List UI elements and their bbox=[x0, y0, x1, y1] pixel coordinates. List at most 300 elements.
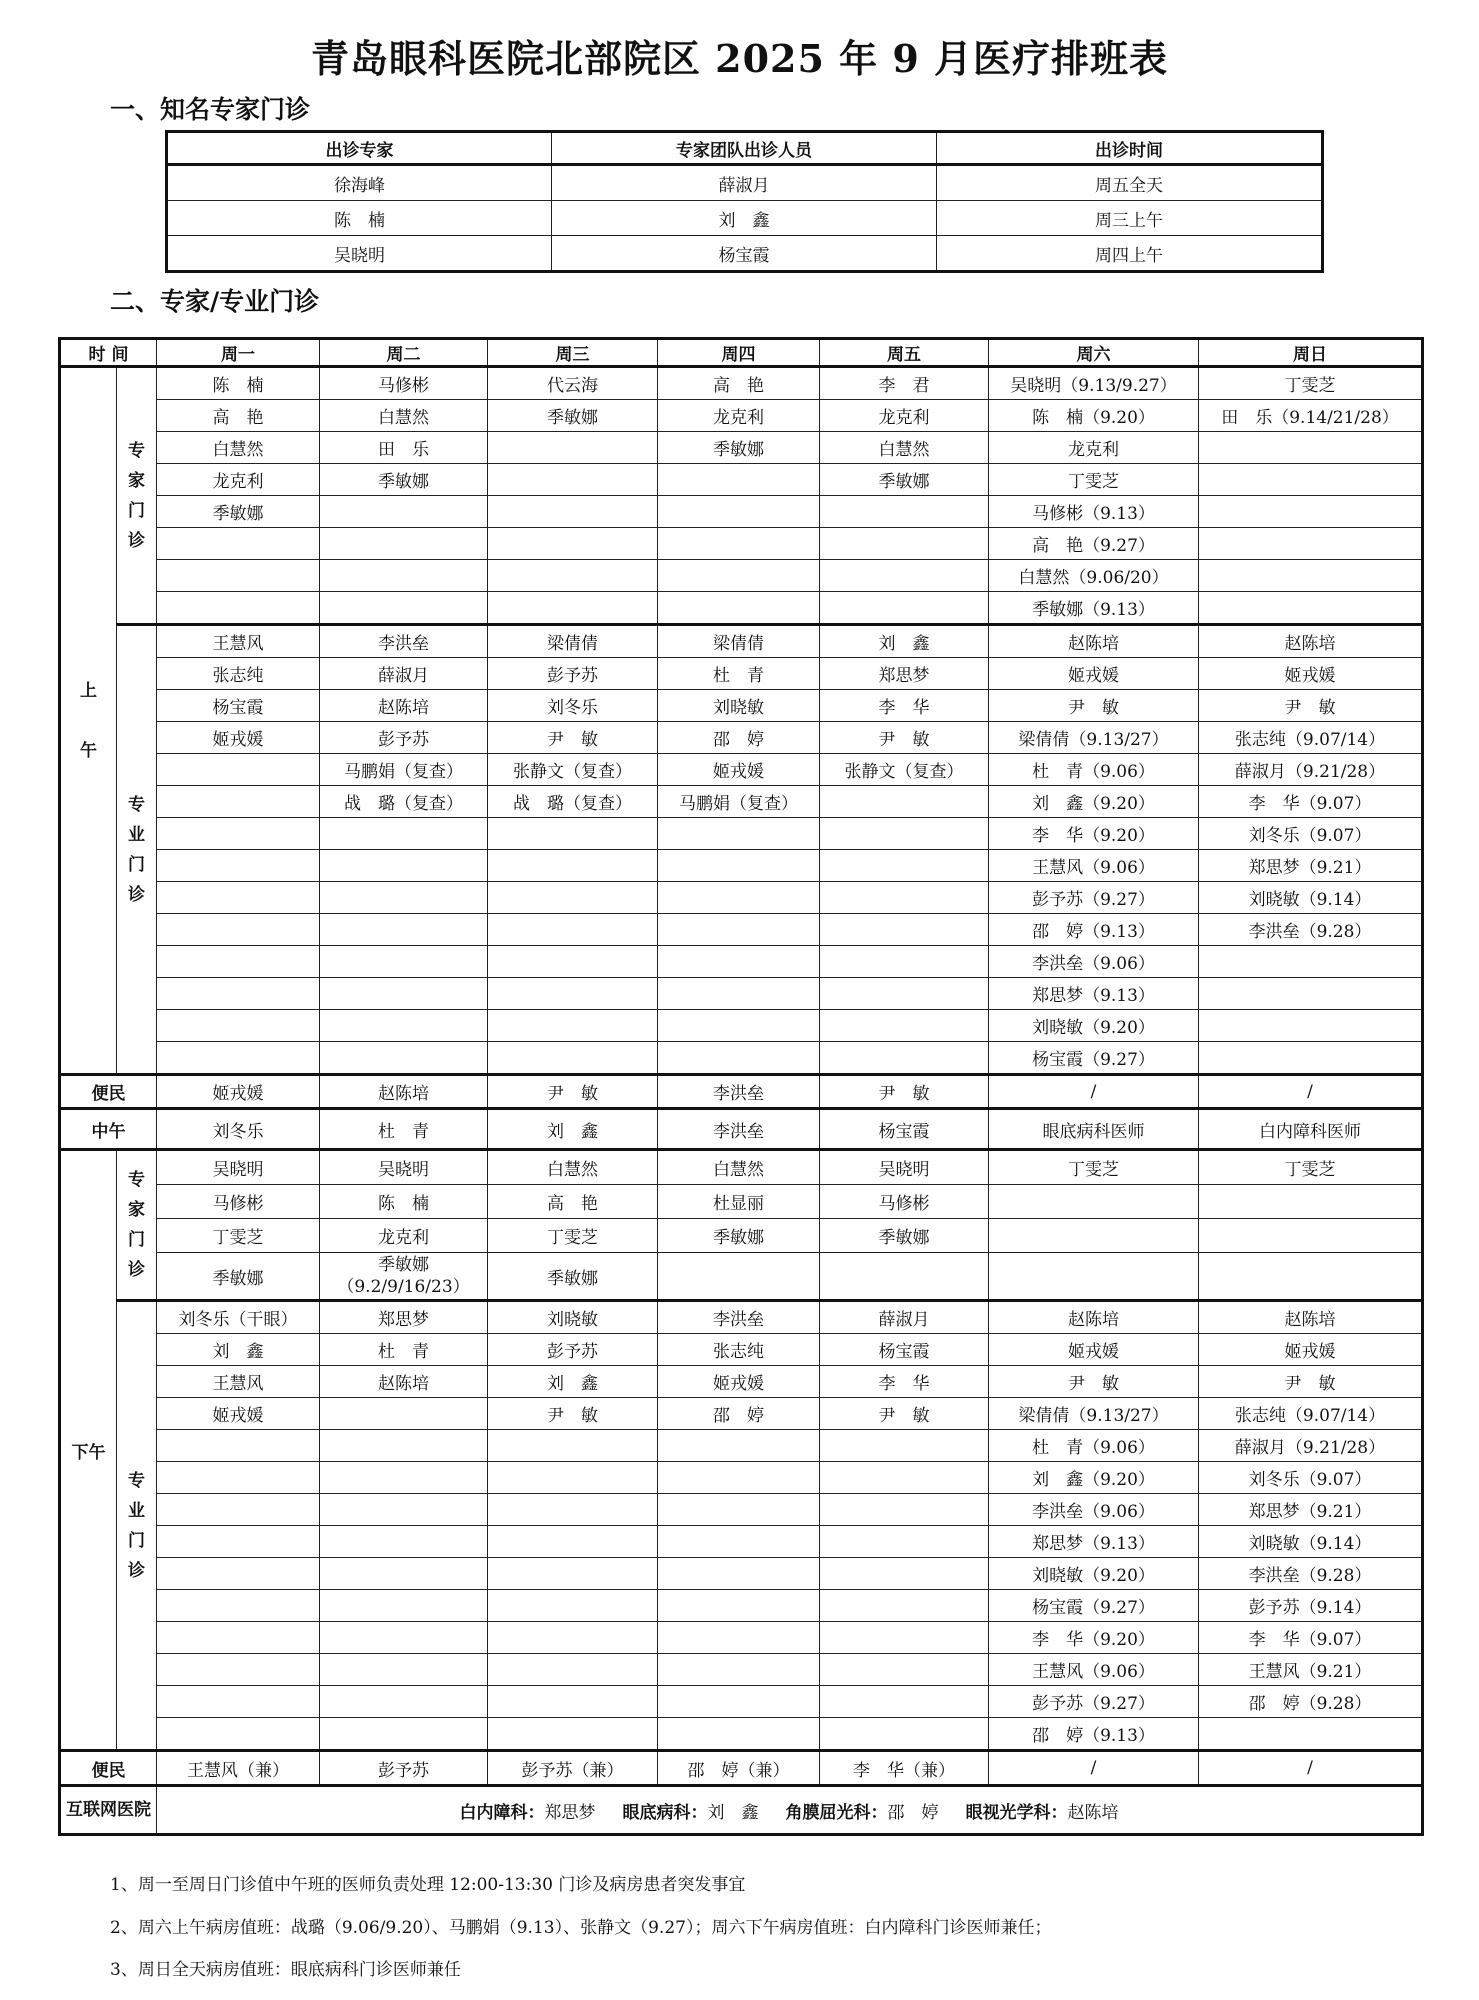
table-row bbox=[60, 1301, 1423, 1334]
schedule-cell bbox=[320, 978, 488, 1010]
schedule-cell bbox=[157, 946, 320, 978]
schedule-cell bbox=[320, 1558, 488, 1590]
schedule-cell bbox=[820, 978, 989, 1010]
schedule-cell: 白慧然 bbox=[658, 1150, 820, 1185]
table-row bbox=[60, 1430, 1423, 1462]
schedule-cell bbox=[488, 1622, 658, 1654]
schedule-cell: 刘晓敏（9.20） bbox=[989, 1010, 1199, 1042]
table-row bbox=[60, 528, 1423, 560]
schedule-cell: 赵陈培 bbox=[989, 625, 1199, 658]
schedule-cell: 姬戎媛 bbox=[157, 1398, 320, 1430]
schedule-cell: 赵陈培 bbox=[989, 1301, 1199, 1334]
schedule-cell bbox=[488, 882, 658, 914]
column-header-day: 周日 bbox=[1199, 339, 1423, 367]
schedule-cell bbox=[488, 1430, 658, 1462]
schedule-cell bbox=[1199, 464, 1423, 496]
schedule-cell bbox=[157, 528, 320, 560]
schedule-cell: 刘晓敏（9.14） bbox=[1199, 1526, 1423, 1558]
table-row bbox=[60, 978, 1423, 1010]
schedule-cell bbox=[1199, 592, 1423, 625]
schedule-cell: 彭予苏（9.27） bbox=[989, 1686, 1199, 1718]
schedule-cell bbox=[488, 1010, 658, 1042]
schedule-cell: 彭予苏 bbox=[488, 658, 658, 690]
schedule-cell: 薛淑月（9.21/28） bbox=[1199, 1430, 1423, 1462]
schedule-cell: 王慧风（兼） bbox=[157, 1751, 320, 1786]
schedule-cell bbox=[320, 914, 488, 946]
schedule-cell: 马鹏娟（复查） bbox=[320, 754, 488, 786]
table-row-bianmin bbox=[60, 1751, 1423, 1786]
period-label-afternoon: 下午 bbox=[60, 1150, 117, 1751]
table-row bbox=[60, 1558, 1423, 1590]
internet-dept-label: 眼底病科： bbox=[622, 1802, 708, 1823]
schedule-cell: 李洪垒（9.06） bbox=[989, 1494, 1199, 1526]
table-row bbox=[60, 1590, 1423, 1622]
schedule-cell bbox=[157, 1654, 320, 1686]
schedule-cell: 彭予苏 bbox=[320, 722, 488, 754]
schedule-cell bbox=[157, 754, 320, 786]
schedule-cell: 马修彬（9.13） bbox=[989, 496, 1199, 528]
schedule-cell bbox=[1199, 1718, 1423, 1751]
schedule-cell: 马修彬 bbox=[820, 1185, 989, 1219]
schedule-cell bbox=[658, 818, 820, 850]
schedule-cell: 王慧风 bbox=[157, 1366, 320, 1398]
schedule-cell bbox=[488, 432, 658, 464]
schedule-cell bbox=[320, 1526, 488, 1558]
table-row bbox=[60, 1686, 1423, 1718]
column-header: 出诊时间 bbox=[937, 132, 1323, 165]
schedule-cell bbox=[157, 1622, 320, 1654]
schedule-cell bbox=[320, 882, 488, 914]
schedule-cell: 邵 婷（9.13） bbox=[989, 1718, 1199, 1751]
schedule-cell: 梁倩倩（9.13/27） bbox=[989, 1398, 1199, 1430]
schedule-cell bbox=[488, 818, 658, 850]
schedule-cell bbox=[658, 1718, 820, 1751]
schedule-cell bbox=[157, 882, 320, 914]
schedule-cell: 邵 婷（兼） bbox=[658, 1751, 820, 1786]
table-row bbox=[60, 625, 1423, 658]
schedule-cell bbox=[989, 1253, 1199, 1301]
table-row bbox=[60, 1654, 1423, 1686]
schedule-cell bbox=[488, 1686, 658, 1718]
schedule-cell bbox=[488, 1462, 658, 1494]
schedule-cell: 季敏娜 bbox=[488, 400, 658, 432]
schedule-cell bbox=[658, 850, 820, 882]
table-row bbox=[60, 850, 1423, 882]
table-row bbox=[60, 1185, 1423, 1219]
schedule-cell bbox=[157, 592, 320, 625]
page-title: 青岛眼科医院北部院区 2025 年 9 月医疗排班表 bbox=[310, 36, 1169, 81]
schedule-cell bbox=[658, 1462, 820, 1494]
schedule-cell: 尹 敏 bbox=[989, 690, 1199, 722]
table-row bbox=[60, 432, 1423, 464]
row-label-bianmin: 便民 bbox=[60, 1075, 157, 1109]
schedule-cell: 张志纯（9.07/14） bbox=[1199, 1398, 1423, 1430]
schedule-cell bbox=[320, 1398, 488, 1430]
row-label-noon: 中午 bbox=[60, 1109, 157, 1150]
schedule-cell bbox=[488, 560, 658, 592]
schedule-cell: 姬戎媛 bbox=[1199, 658, 1423, 690]
schedule-cell: 赵陈培 bbox=[1199, 1301, 1423, 1334]
row-label-bianmin: 便民 bbox=[60, 1751, 157, 1786]
schedule-cell bbox=[488, 464, 658, 496]
table-row bbox=[60, 914, 1423, 946]
schedule-cell bbox=[320, 528, 488, 560]
table-row bbox=[60, 496, 1423, 528]
table-cell: 刘 鑫 bbox=[552, 201, 937, 236]
schedule-cell: 刘晓敏 bbox=[658, 690, 820, 722]
schedule-cell: 刘 鑫 bbox=[157, 1334, 320, 1366]
schedule-cell: 丁雯芝 bbox=[1199, 367, 1423, 400]
schedule-cell bbox=[658, 528, 820, 560]
table-row bbox=[60, 722, 1423, 754]
table-row bbox=[60, 1622, 1423, 1654]
schedule-cell: 赵陈培 bbox=[320, 690, 488, 722]
schedule-cell bbox=[320, 818, 488, 850]
schedule-cell: 郑思梦（9.21） bbox=[1199, 1494, 1423, 1526]
schedule-cell bbox=[658, 1526, 820, 1558]
schedule-cell: 季敏娜 bbox=[320, 464, 488, 496]
table-row bbox=[60, 1010, 1423, 1042]
schedule-cell bbox=[488, 1590, 658, 1622]
schedule-cell bbox=[658, 946, 820, 978]
schedule-cell: 刘冬乐 bbox=[157, 1109, 320, 1150]
schedule-cell bbox=[820, 1718, 989, 1751]
schedule-cell bbox=[658, 496, 820, 528]
schedule-cell: 邵 婷（9.28） bbox=[1199, 1686, 1423, 1718]
table-row bbox=[60, 658, 1423, 690]
schedule-cell: 赵陈培 bbox=[1199, 625, 1423, 658]
table-row bbox=[167, 165, 1323, 201]
column-header-day: 周一 bbox=[157, 339, 320, 367]
schedule-cell bbox=[658, 1622, 820, 1654]
schedule-cell bbox=[820, 560, 989, 592]
schedule-cell: 丁雯芝 bbox=[488, 1219, 658, 1253]
schedule-cell: 梁倩倩 bbox=[658, 625, 820, 658]
table-row bbox=[60, 946, 1423, 978]
schedule-cell bbox=[488, 914, 658, 946]
schedule-cell: 季敏娜 （9.2/9/16/23） bbox=[320, 1253, 488, 1301]
schedule-cell bbox=[488, 946, 658, 978]
schedule-cell: 刘 鑫 bbox=[488, 1366, 658, 1398]
famous-expert-table bbox=[165, 130, 1324, 273]
schedule-cell: 刘晓敏 bbox=[488, 1301, 658, 1334]
schedule-cell: 杜显丽 bbox=[658, 1185, 820, 1219]
note-3: 3、周日全天病房值班：眼底病科门诊医师兼任 bbox=[110, 1960, 461, 1980]
schedule-cell: / bbox=[1199, 1751, 1423, 1786]
schedule-cell: 龙克利 bbox=[658, 400, 820, 432]
schedule-cell: 郑思梦（9.13） bbox=[989, 1526, 1199, 1558]
schedule-cell bbox=[157, 786, 320, 818]
schedule-cell: 李 华（9.07） bbox=[1199, 1622, 1423, 1654]
schedule-cell: 郑思梦 bbox=[820, 658, 989, 690]
table-row bbox=[60, 400, 1423, 432]
table-cell: 周四上午 bbox=[937, 236, 1323, 272]
schedule-cell: 尹 敏 bbox=[1199, 1366, 1423, 1398]
schedule-cell bbox=[320, 496, 488, 528]
schedule-cell: 龙克利 bbox=[989, 432, 1199, 464]
schedule-cell bbox=[157, 1494, 320, 1526]
schedule-cell bbox=[488, 496, 658, 528]
column-header-day: 周四 bbox=[658, 339, 820, 367]
table-row bbox=[60, 367, 1423, 400]
schedule-cell bbox=[488, 1494, 658, 1526]
schedule-cell: 高 艳 bbox=[157, 400, 320, 432]
schedule-cell: 代云海 bbox=[488, 367, 658, 400]
table-row-bianmin bbox=[60, 1075, 1423, 1109]
schedule-cell: 杨宝霞 bbox=[820, 1334, 989, 1366]
schedule-cell bbox=[1199, 1010, 1423, 1042]
note-2: 2、周六上午病房值班：战璐（9.06/9.20）、马鹏娟（9.13）、张静文（9.27）；周六下午病房值班：白内障科门诊医师兼任； bbox=[110, 1918, 1052, 1938]
schedule-cell bbox=[157, 560, 320, 592]
schedule-cell bbox=[820, 496, 989, 528]
schedule-cell: 杨宝霞（9.27） bbox=[989, 1590, 1199, 1622]
table-row bbox=[60, 1042, 1423, 1075]
schedule-cell: 尹 敏 bbox=[1199, 690, 1423, 722]
table-cell: 徐海峰 bbox=[167, 165, 552, 201]
schedule-cell bbox=[320, 1462, 488, 1494]
schedule-cell bbox=[820, 882, 989, 914]
row-label-internet: 互联网医院 bbox=[60, 1786, 157, 1835]
section-heading-famous-experts: 一、知名专家门诊 bbox=[110, 95, 311, 124]
schedule-cell: 梁倩倩（9.13/27） bbox=[989, 722, 1199, 754]
schedule-cell bbox=[488, 1654, 658, 1686]
schedule-cell bbox=[157, 1462, 320, 1494]
schedule-cell: 李洪垒 bbox=[658, 1075, 820, 1109]
schedule-cell: 杨宝霞 bbox=[157, 690, 320, 722]
schedule-cell bbox=[658, 1253, 820, 1301]
schedule-cell bbox=[820, 1010, 989, 1042]
table-row bbox=[60, 1526, 1423, 1558]
schedule-cell bbox=[157, 1718, 320, 1751]
schedule-cell bbox=[658, 1654, 820, 1686]
schedule-cell bbox=[820, 914, 989, 946]
schedule-cell: 李洪垒（9.28） bbox=[1199, 914, 1423, 946]
schedule-cell: 龙克利 bbox=[820, 400, 989, 432]
schedule-cell: 杜 青 bbox=[658, 658, 820, 690]
schedule-cell bbox=[157, 1558, 320, 1590]
schedule-cell: 尹 敏 bbox=[820, 722, 989, 754]
table-row bbox=[167, 201, 1323, 236]
schedule-cell bbox=[820, 592, 989, 625]
internet-doctor-name: 邵 婷 bbox=[887, 1802, 939, 1823]
schedule-cell: 季敏娜 bbox=[820, 464, 989, 496]
schedule-cell bbox=[488, 528, 658, 560]
schedule-cell bbox=[320, 1686, 488, 1718]
schedule-cell: 姬戎媛 bbox=[989, 658, 1199, 690]
schedule-cell: 李 华 bbox=[820, 1366, 989, 1398]
schedule-cell: 白内障科医师 bbox=[1199, 1109, 1423, 1150]
schedule-cell: 丁雯芝 bbox=[157, 1219, 320, 1253]
schedule-cell bbox=[1199, 1219, 1423, 1253]
schedule-cell: 杜 青（9.06） bbox=[989, 1430, 1199, 1462]
table-row bbox=[60, 1718, 1423, 1751]
internet-dept-label: 白内障科： bbox=[459, 1802, 545, 1823]
table-row bbox=[60, 1253, 1423, 1301]
column-header-day: 周六 bbox=[989, 339, 1199, 367]
schedule-cell: / bbox=[989, 1751, 1199, 1786]
schedule-cell bbox=[157, 978, 320, 1010]
schedule-cell bbox=[658, 1686, 820, 1718]
schedule-cell: 王慧风（9.21） bbox=[1199, 1654, 1423, 1686]
schedule-cell: 郑思梦（9.21） bbox=[1199, 850, 1423, 882]
schedule-cell: 杨宝霞（9.27） bbox=[989, 1042, 1199, 1075]
schedule-cell: 尹 敏 bbox=[820, 1398, 989, 1430]
table-row bbox=[60, 1334, 1423, 1366]
schedule-cell: / bbox=[1199, 1075, 1423, 1109]
table-row bbox=[60, 690, 1423, 722]
internet-hospital-duty bbox=[157, 1786, 1423, 1835]
schedule-cell: 高 艳 bbox=[658, 367, 820, 400]
schedule-cell: 杜 青 bbox=[320, 1334, 488, 1366]
period-label-morning: 上 午 bbox=[60, 367, 117, 1075]
table-row bbox=[60, 818, 1423, 850]
schedule-table bbox=[58, 337, 1424, 1836]
schedule-cell bbox=[820, 818, 989, 850]
schedule-cell: 刘晓敏（9.14） bbox=[1199, 882, 1423, 914]
schedule-cell bbox=[157, 1042, 320, 1075]
table-cell: 薛淑月 bbox=[552, 165, 937, 201]
schedule-cell: 赵陈培 bbox=[320, 1366, 488, 1398]
table-row bbox=[60, 1462, 1423, 1494]
category-label-specialty: 专 业 门 诊 bbox=[117, 625, 157, 1075]
schedule-cell: 刘 鑫（9.20） bbox=[989, 786, 1199, 818]
column-header: 出诊专家 bbox=[167, 132, 552, 165]
schedule-cell bbox=[1199, 1042, 1423, 1075]
schedule-cell: 姬戎媛 bbox=[658, 1366, 820, 1398]
schedule-cell bbox=[820, 1622, 989, 1654]
category-label-expert: 专 家 门 诊 bbox=[117, 1150, 157, 1301]
schedule-cell bbox=[1199, 432, 1423, 464]
schedule-cell: 王慧风（9.06） bbox=[989, 1654, 1199, 1686]
schedule-cell bbox=[1199, 1185, 1423, 1219]
schedule-cell: 赵陈培 bbox=[320, 1075, 488, 1109]
schedule-cell: 李 华（9.20） bbox=[989, 818, 1199, 850]
schedule-cell bbox=[157, 1430, 320, 1462]
schedule-cell: 刘冬乐（9.07） bbox=[1199, 1462, 1423, 1494]
schedule-cell: 邵 婷 bbox=[658, 722, 820, 754]
schedule-cell bbox=[658, 978, 820, 1010]
section-heading-specialty-clinics: 二、专家/专业门诊 bbox=[110, 287, 320, 316]
schedule-cell bbox=[157, 818, 320, 850]
schedule-cell bbox=[820, 850, 989, 882]
table-row bbox=[60, 1150, 1423, 1185]
schedule-cell bbox=[320, 560, 488, 592]
schedule-cell: 姬戎媛 bbox=[1199, 1334, 1423, 1366]
schedule-cell: 李洪垒（9.28） bbox=[1199, 1558, 1423, 1590]
schedule-cell bbox=[658, 1042, 820, 1075]
schedule-cell bbox=[1199, 528, 1423, 560]
schedule-cell: 李 华（9.20） bbox=[989, 1622, 1199, 1654]
schedule-cell bbox=[658, 1590, 820, 1622]
schedule-cell: 高 艳（9.27） bbox=[989, 528, 1199, 560]
internet-dept-label: 眼视光学科： bbox=[965, 1802, 1068, 1823]
schedule-cell: 姬戎媛 bbox=[989, 1334, 1199, 1366]
internet-dept-label: 角膜屈光科： bbox=[785, 1802, 888, 1823]
category-label-specialty: 专 业 门 诊 bbox=[117, 1301, 157, 1751]
schedule-cell: 薛淑月 bbox=[320, 658, 488, 690]
schedule-cell: 邵 婷（9.13） bbox=[989, 914, 1199, 946]
table-cell: 周三上午 bbox=[937, 201, 1323, 236]
schedule-cell: 李洪垒（9.06） bbox=[989, 946, 1199, 978]
table-row bbox=[60, 1366, 1423, 1398]
schedule-cell: 李 君 bbox=[820, 367, 989, 400]
schedule-cell bbox=[820, 528, 989, 560]
schedule-cell: 吴晓明 bbox=[157, 1150, 320, 1185]
schedule-cell: 刘冬乐（干眼） bbox=[157, 1301, 320, 1334]
schedule-cell bbox=[488, 1526, 658, 1558]
internet-doctor-name: 刘 鑫 bbox=[707, 1802, 759, 1823]
schedule-cell: 李 华（9.07） bbox=[1199, 786, 1423, 818]
schedule-cell: 吴晓明（9.13/9.27） bbox=[989, 367, 1199, 400]
schedule-cell: 季敏娜 bbox=[658, 1219, 820, 1253]
schedule-cell: 杜 青（9.06） bbox=[989, 754, 1199, 786]
note-1: 1、周一至周日门诊值中午班的医师负责处理 12:00-13:30 门诊及病房患者突发事宜 bbox=[110, 1875, 746, 1895]
table-cell: 陈 楠 bbox=[167, 201, 552, 236]
schedule-cell bbox=[820, 1526, 989, 1558]
schedule-cell bbox=[658, 560, 820, 592]
schedule-cell bbox=[820, 1430, 989, 1462]
schedule-cell: 季敏娜（9.13） bbox=[989, 592, 1199, 625]
schedule-cell bbox=[820, 1590, 989, 1622]
schedule-cell bbox=[989, 1219, 1199, 1253]
schedule-cell: 彭予苏 bbox=[488, 1334, 658, 1366]
schedule-cell: 刘 鑫（9.20） bbox=[989, 1462, 1199, 1494]
schedule-cell: 张静文（复查） bbox=[820, 754, 989, 786]
table-row-noon bbox=[60, 1109, 1423, 1150]
schedule-cell: 刘 鑫 bbox=[488, 1109, 658, 1150]
schedule-cell bbox=[320, 1430, 488, 1462]
schedule-cell: 战 璐（复查） bbox=[320, 786, 488, 818]
schedule-cell bbox=[320, 1010, 488, 1042]
table-row bbox=[167, 236, 1323, 272]
schedule-cell: 丁雯芝 bbox=[989, 464, 1199, 496]
schedule-cell: 李洪垒 bbox=[320, 625, 488, 658]
schedule-cell: 杜 青 bbox=[320, 1109, 488, 1150]
schedule-cell: 白慧然（9.06/20） bbox=[989, 560, 1199, 592]
schedule-cell bbox=[488, 1558, 658, 1590]
schedule-cell bbox=[1199, 946, 1423, 978]
schedule-cell bbox=[157, 1686, 320, 1718]
schedule-cell bbox=[1199, 496, 1423, 528]
schedule-cell: 杨宝霞 bbox=[820, 1109, 989, 1150]
table-row bbox=[60, 1398, 1423, 1430]
schedule-cell: 尹 敏 bbox=[488, 1398, 658, 1430]
schedule-cell bbox=[820, 1654, 989, 1686]
table-cell: 周五全天 bbox=[937, 165, 1323, 201]
schedule-cell: 季敏娜 bbox=[658, 432, 820, 464]
schedule-cell: 陈 楠 bbox=[157, 367, 320, 400]
schedule-cell: 尹 敏 bbox=[989, 1366, 1199, 1398]
schedule-cell: 尹 敏 bbox=[488, 1075, 658, 1109]
schedule-cell: 吴晓明 bbox=[820, 1150, 989, 1185]
column-header-day: 周五 bbox=[820, 339, 989, 367]
schedule-cell bbox=[320, 850, 488, 882]
schedule-cell bbox=[320, 1590, 488, 1622]
schedule-cell: 马修彬 bbox=[157, 1185, 320, 1219]
schedule-cell bbox=[488, 1042, 658, 1075]
schedule-cell bbox=[157, 1590, 320, 1622]
schedule-cell bbox=[320, 1042, 488, 1075]
schedule-cell: 张志纯 bbox=[658, 1334, 820, 1366]
table-row-internet bbox=[60, 1786, 1423, 1835]
schedule-cell: 刘晓敏（9.20） bbox=[989, 1558, 1199, 1590]
category-label-expert: 专 家 门 诊 bbox=[117, 367, 157, 625]
schedule-cell bbox=[658, 1494, 820, 1526]
schedule-cell bbox=[820, 1253, 989, 1301]
table-row bbox=[60, 1219, 1423, 1253]
schedule-cell: 白慧然 bbox=[820, 432, 989, 464]
schedule-cell: 丁雯芝 bbox=[989, 1150, 1199, 1185]
